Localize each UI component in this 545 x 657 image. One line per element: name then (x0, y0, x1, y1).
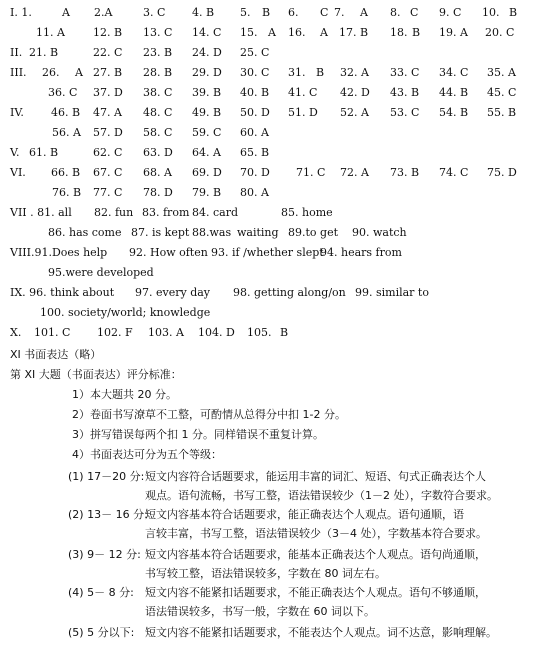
answer-row (0, 286, 545, 304)
grade-level-description-cont: 书写较工整，语法错误较多，字数在 80 词左右。 (145, 567, 386, 580)
answer-cell: II. (10, 46, 23, 59)
answer-cell: 88.was (192, 226, 232, 239)
answer-cell: 31. (288, 66, 306, 79)
answer-cell: 36. C (48, 86, 78, 99)
answer-cell: 21. B (29, 46, 59, 59)
answer-cell: IV. (10, 106, 24, 119)
answer-cell: 4. B (192, 6, 215, 19)
scoring-rule: 1）本大题共 20 分。 (72, 388, 177, 401)
answer-cell: VII . 81. all (10, 206, 72, 219)
answer-row (0, 266, 545, 284)
grade-level-label: (3) 9－ 12 分: (68, 548, 141, 561)
answer-cell: I. 1. (10, 6, 32, 19)
answer-cell: A (268, 26, 276, 39)
answer-cell: A (360, 6, 368, 19)
answer-cell: 13. C (143, 26, 173, 39)
answer-cell: 28. B (143, 66, 173, 79)
answer-cell: 72. A (340, 166, 369, 179)
answer-cell: 11. A (36, 26, 65, 39)
grade-level-description: 短文内容基本符合话题要求，能正确表达个人观点。语句通顺，语 (145, 508, 464, 521)
answer-cell: 89.to get (288, 226, 339, 239)
answer-cell: C (320, 6, 329, 19)
answer-cell: 97. every day (135, 286, 211, 299)
answer-row (0, 246, 545, 264)
answer-cell: B (262, 6, 271, 19)
answer-row (0, 46, 545, 64)
answer-cell: 67. C (93, 166, 123, 179)
answer-cell: A (75, 66, 83, 79)
answer-cell: 29. D (192, 66, 222, 79)
answer-cell: 105. (247, 326, 272, 339)
grade-level-label: (2) 13－ 16 分: (68, 508, 148, 521)
answer-cell: 63. D (143, 146, 173, 159)
answer-cell: 52. A (340, 106, 369, 119)
answer-cell: 101. C (34, 326, 71, 339)
answer-cell: 104. D (198, 326, 235, 339)
section-xi-title: XI 书面表达（略） (10, 348, 102, 361)
answer-cell: V. (10, 146, 20, 159)
answer-row (0, 6, 545, 24)
answer-row (0, 106, 545, 124)
answer-cell: 56. A (52, 126, 81, 139)
answer-cell: 62. C (93, 146, 123, 159)
answer-cell: 69. D (192, 166, 222, 179)
answer-row (0, 166, 545, 184)
answer-cell: 37. D (93, 86, 123, 99)
answer-cell: 18. (390, 26, 408, 39)
answer-cell: 35. A (487, 66, 516, 79)
answer-cell: 74. C (439, 166, 469, 179)
answer-cell: 45. C (487, 86, 517, 99)
answer-cell: 100. society/world; knowledge (40, 306, 211, 319)
answer-cell: VI. (10, 166, 26, 179)
answer-cell: 98. getting along/on (233, 286, 346, 299)
answer-cell: 90. watch (352, 226, 407, 239)
answer-cell: 46. B (51, 106, 81, 119)
answer-row (0, 226, 545, 244)
answer-cell: 54. B (439, 106, 469, 119)
answer-cell: 102. F (97, 326, 133, 339)
answer-cell: B (412, 26, 421, 39)
answer-cell: 94. hears from (320, 246, 402, 259)
answer-cell: 42. D (340, 86, 370, 99)
answer-row (0, 86, 545, 104)
answer-cell: B (316, 66, 325, 79)
answer-cell: 68. A (143, 166, 172, 179)
answer-cell: 39. B (192, 86, 222, 99)
answer-cell: 85. home (281, 206, 333, 219)
answer-cell: 38. C (143, 86, 173, 99)
grade-level-description-cont: 语法错误较多，书写一般，字数在 60 词以下。 (145, 605, 375, 618)
answer-cell: 40. B (240, 86, 270, 99)
answer-row (0, 186, 545, 204)
answer-cell: 17. B (339, 26, 369, 39)
grade-level-description: 短文内容符合话题要求，能运用丰富的词汇、短语、句式正确表达个人 (145, 470, 486, 483)
answer-cell: 14. C (192, 26, 222, 39)
answer-cell: 80. A (240, 186, 269, 199)
answer-cell: 47. A (93, 106, 122, 119)
answer-cell: B (280, 326, 289, 339)
answer-cell: 24. D (192, 46, 222, 59)
answer-row (0, 306, 545, 324)
grade-level-description-cont: 言较丰富，书写工整，语法错误较少（3－4 处），字数基本符合要求。 (145, 527, 487, 540)
answer-cell: 25. C (240, 46, 270, 59)
answer-cell: 48. C (143, 106, 173, 119)
answer-cell: 9. C (439, 6, 462, 19)
grade-level-label: (1) 17－20 分: (68, 470, 145, 483)
answer-cell: 20. C (485, 26, 515, 39)
answer-cell: C (410, 6, 419, 19)
answer-cell: 43. B (390, 86, 420, 99)
grade-level-label: (5) 5 分以下: (68, 626, 135, 639)
answer-cell: 76. B (52, 186, 82, 199)
scoring-rule: 2）卷面书写潦草不工整，可酌情从总得分中扣 1-2 分。 (72, 408, 346, 421)
answer-cell: 7. (334, 6, 345, 19)
answer-cell: 5. (240, 6, 251, 19)
answer-cell: X. (10, 326, 22, 339)
answer-cell: IX. 96. think about (10, 286, 115, 299)
answer-cell: 2.A (94, 6, 113, 19)
answer-cell: 84. card (192, 206, 239, 219)
answer-cell: 86. has come (48, 226, 122, 239)
answer-cell: 66. B (51, 166, 81, 179)
answer-cell: 12. B (93, 26, 123, 39)
answer-cell: 3. C (143, 6, 166, 19)
answer-cell: 92. How often (129, 246, 208, 259)
answer-cell: 32. A (340, 66, 369, 79)
answer-cell: 53. C (390, 106, 420, 119)
answer-cell: 22. C (93, 46, 123, 59)
answer-cell: 99. similar to (355, 286, 429, 299)
answer-cell: 30. C (240, 66, 270, 79)
answer-cell: 59. C (192, 126, 222, 139)
answer-cell: 10. (482, 6, 500, 19)
answer-cell: 79. B (192, 186, 222, 199)
answer-cell: 34. C (439, 66, 469, 79)
answer-cell: 58. C (143, 126, 173, 139)
answer-cell: III. (10, 66, 27, 79)
answer-cell: 83. from (142, 206, 190, 219)
answer-cell: 55. B (487, 106, 517, 119)
answer-cell: 49. B (192, 106, 222, 119)
answer-cell: 33. C (390, 66, 420, 79)
answer-cell: 19. A (439, 26, 468, 39)
answer-row (0, 206, 545, 224)
answer-cell: 57. D (93, 126, 123, 139)
answer-cell: 23. B (143, 46, 173, 59)
answer-row (0, 326, 545, 344)
answer-cell: 50. D (240, 106, 270, 119)
answer-row (0, 146, 545, 164)
answer-cell: 64. A (192, 146, 221, 159)
answer-cell: 44. B (439, 86, 469, 99)
answer-cell: 27. B (93, 66, 123, 79)
grade-level-description: 短文内容基本符合话题要求，能基本正确表达个人观点。语句尚通顺， (145, 548, 486, 561)
answer-cell: 78. D (143, 186, 173, 199)
answer-row (0, 26, 545, 44)
answer-cell: 103. A (148, 326, 184, 339)
answer-cell: 87. is kept (131, 226, 190, 239)
grade-level-description-cont: 观点。语句流畅，书写工整，语法错误较少（1－2 处），字数符合要求。 (145, 489, 498, 502)
answer-cell: VIII.91.Does help (10, 246, 108, 259)
answer-cell: 60. A (240, 126, 269, 139)
scoring-rule: 3）拼写错误每两个扣 1 分。同样错误不重复计算。 (72, 428, 324, 441)
answer-cell: B (509, 6, 518, 19)
grade-level-label: (4) 5－ 8 分: (68, 586, 134, 599)
answer-cell: 71. C (296, 166, 326, 179)
answer-cell: 41. C (288, 86, 318, 99)
answer-cell: 65. B (240, 146, 270, 159)
answer-cell: 6. (288, 6, 299, 19)
answer-cell: 70. D (240, 166, 270, 179)
grade-level-description: 短文内容不能紧扣话题要求，不能表达个人观点。词不达意，影响理解。 (145, 626, 497, 639)
answer-cell: 51. D (288, 106, 318, 119)
answer-row (0, 66, 545, 84)
answer-cell: 15. (240, 26, 258, 39)
answer-cell: 75. D (487, 166, 517, 179)
answer-cell: 73. B (390, 166, 420, 179)
scoring-rule: 4）书面表达可分为五个等级： (72, 448, 222, 461)
answer-row (0, 126, 545, 144)
answer-cell: 61. B (29, 146, 59, 159)
answer-cell: 95.were developed (48, 266, 154, 279)
answer-cell: 77. C (93, 186, 123, 199)
answer-cell: A (320, 26, 328, 39)
grade-level-description: 短文内容不能紧扣话题要求，不能正确表达个人观点。语句不够通顺， (145, 586, 486, 599)
answer-cell: 26. (42, 66, 60, 79)
answer-cell: 82. fun (94, 206, 134, 219)
answer-cell: 16. (288, 26, 306, 39)
answer-cell: 93. if /whether slept (211, 246, 324, 259)
answer-cell: A (62, 6, 70, 19)
answer-cell: waiting (237, 226, 279, 239)
answer-cell: 8. (390, 6, 401, 19)
scoring-standard-title: 第 XI 大题（书面表达）评分标准： (10, 368, 182, 381)
